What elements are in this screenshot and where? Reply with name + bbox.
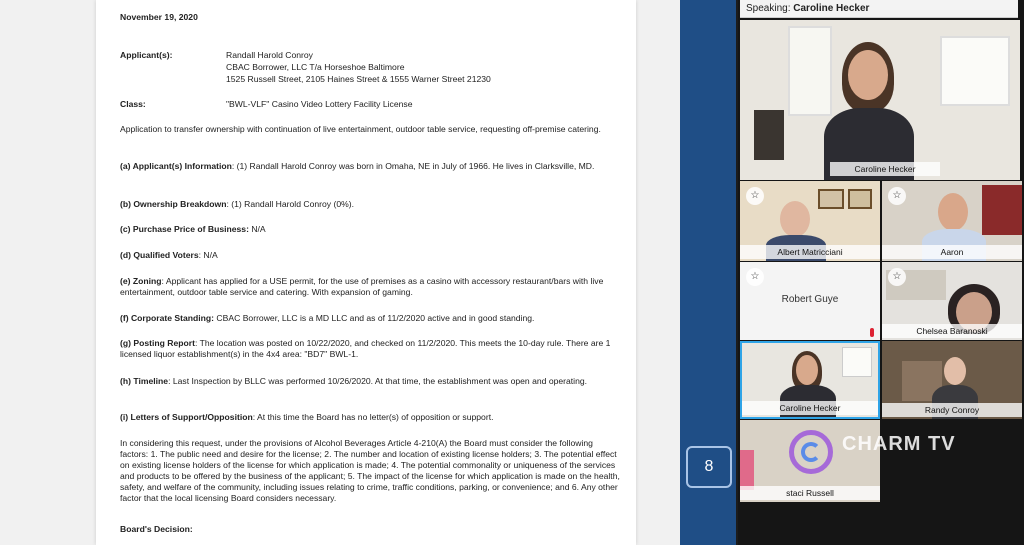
window-frame bbox=[842, 347, 872, 377]
participant-name: Caroline Hecker bbox=[742, 401, 878, 415]
applicant-line: CBAC Borrower, LLC T/a Horseshoe Baltimore bbox=[226, 62, 405, 72]
section-g: (g) Posting Report: The location was posted on 10/22/2020, and checked on 11/2/2020. This meets the 10-day rule. There are 1 licensed liquor establishment(s) in the 4x4 area: "BD7" BWL-1. bbox=[120, 338, 611, 359]
board-decision-label: Board's Decision: bbox=[120, 524, 193, 534]
document-date: November 19, 2020 bbox=[120, 12, 198, 22]
speaking-name: Caroline Hecker bbox=[793, 3, 870, 14]
section-i: (i) Letters of Support/Opposition: At this time the Board has no letter(s) of opposition or support. bbox=[120, 412, 494, 422]
pin-icon[interactable]: ☆ bbox=[888, 268, 906, 286]
class-value: "BWL-VLF" Casino Video Lottery Facility License bbox=[226, 99, 413, 109]
speaking-label: Speaking: bbox=[746, 3, 791, 14]
wall-frame bbox=[848, 189, 872, 209]
wall-art bbox=[982, 185, 1022, 235]
participant-name: Robert Guye bbox=[781, 294, 839, 305]
watermark-text: CHARM TV bbox=[842, 433, 956, 455]
page-counter[interactable]: 8 bbox=[686, 446, 732, 488]
decor bbox=[740, 450, 754, 490]
participant-tile-active[interactable] bbox=[740, 341, 880, 419]
face bbox=[944, 357, 966, 385]
document-page bbox=[96, 0, 636, 545]
participant-tile[interactable] bbox=[882, 181, 1022, 261]
considering-paragraph: In considering this request, under the provisions of Alcohol Beverages Article 4-210(A) the Board must consider the following factors: 1. The public need and desire for the license; 2. The number and location of existing license holders; 3. The potential effect on existing license holders of the license for which application is made; 4. The potential commonality or uniqueness of the services and products to be offered by the business of the applicant; 5. The impact of the license for which application is made on the health, safety, and welfare of the community, including issues relating to crime, traffic conditions, parking, or convenience; and 6. Any other factor that the local licensing Board considers necessary. bbox=[120, 438, 620, 503]
charm-tv-logo-icon bbox=[789, 430, 833, 474]
pin-icon[interactable]: ☆ bbox=[746, 268, 764, 286]
participant-tile[interactable] bbox=[882, 341, 1022, 419]
face bbox=[780, 201, 810, 237]
main-speaker-video[interactable] bbox=[740, 20, 1020, 180]
applicant-line: 1525 Russell Street, 2105 Haines Street & 1555 Warner Street 21230 bbox=[226, 74, 491, 84]
wall-frame bbox=[818, 189, 844, 209]
section-e: (e) Zoning: Applicant has applied for a USE permit, for the use of premises as a casino with accessory restaurant/bars with live entertainment, outdoor table service and catering. With expansion of gaming. bbox=[120, 276, 604, 297]
window-frame bbox=[788, 26, 832, 116]
section-h: (h) Timeline: Last Inspection by BLLC was performed 10/26/2020. At that time, the establishment was open and operating. bbox=[120, 376, 588, 386]
participant-name: staci Russell bbox=[740, 486, 880, 500]
section-b: (b) Ownership Breakdown: (1) Randall Harold Conroy (0%). bbox=[120, 199, 355, 209]
window-frame bbox=[940, 36, 1010, 106]
section-c: (c) Purchase Price of Business: N/A bbox=[120, 224, 266, 234]
section-d: (d) Qualified Voters: N/A bbox=[120, 250, 218, 260]
participant-name: Chelsea Baranoski bbox=[882, 324, 1022, 338]
furniture bbox=[754, 110, 784, 160]
participant-tile[interactable] bbox=[740, 262, 880, 340]
intro-paragraph: Application to transfer ownership with continuation of live entertainment, outdoor table service, requesting off-premise catering. bbox=[120, 124, 601, 134]
face bbox=[848, 50, 888, 100]
pin-icon[interactable]: ☆ bbox=[746, 187, 764, 205]
speaking-indicator bbox=[740, 0, 1018, 18]
class-label: Class: bbox=[120, 99, 146, 109]
section-f: (f) Corporate Standing: CBAC Borrower, LLC is a MD LLC and as of 11/2/2020 active and in good standing. bbox=[120, 313, 535, 323]
pin-icon[interactable]: ☆ bbox=[888, 187, 906, 205]
participant-tile[interactable] bbox=[740, 181, 880, 261]
section-a: (a) Applicant(s) Information: (1) Randall Harold Conroy was born in Omaha, NE in July of 1966. He lives in Clarksville, MD. bbox=[120, 161, 595, 171]
participant-name: Albert Matricciani bbox=[740, 245, 880, 259]
participant-name: Aaron bbox=[882, 245, 1022, 259]
muted-icon bbox=[870, 328, 874, 337]
face bbox=[938, 193, 968, 231]
applicant-line: Randall Harold Conroy bbox=[226, 50, 313, 60]
participant-tile[interactable] bbox=[882, 262, 1022, 340]
face bbox=[796, 355, 818, 385]
participant-name: Randy Conroy bbox=[882, 403, 1022, 417]
applicant-label: Applicant(s): bbox=[120, 50, 173, 60]
main-speaker-name: Caroline Hecker bbox=[830, 162, 940, 176]
